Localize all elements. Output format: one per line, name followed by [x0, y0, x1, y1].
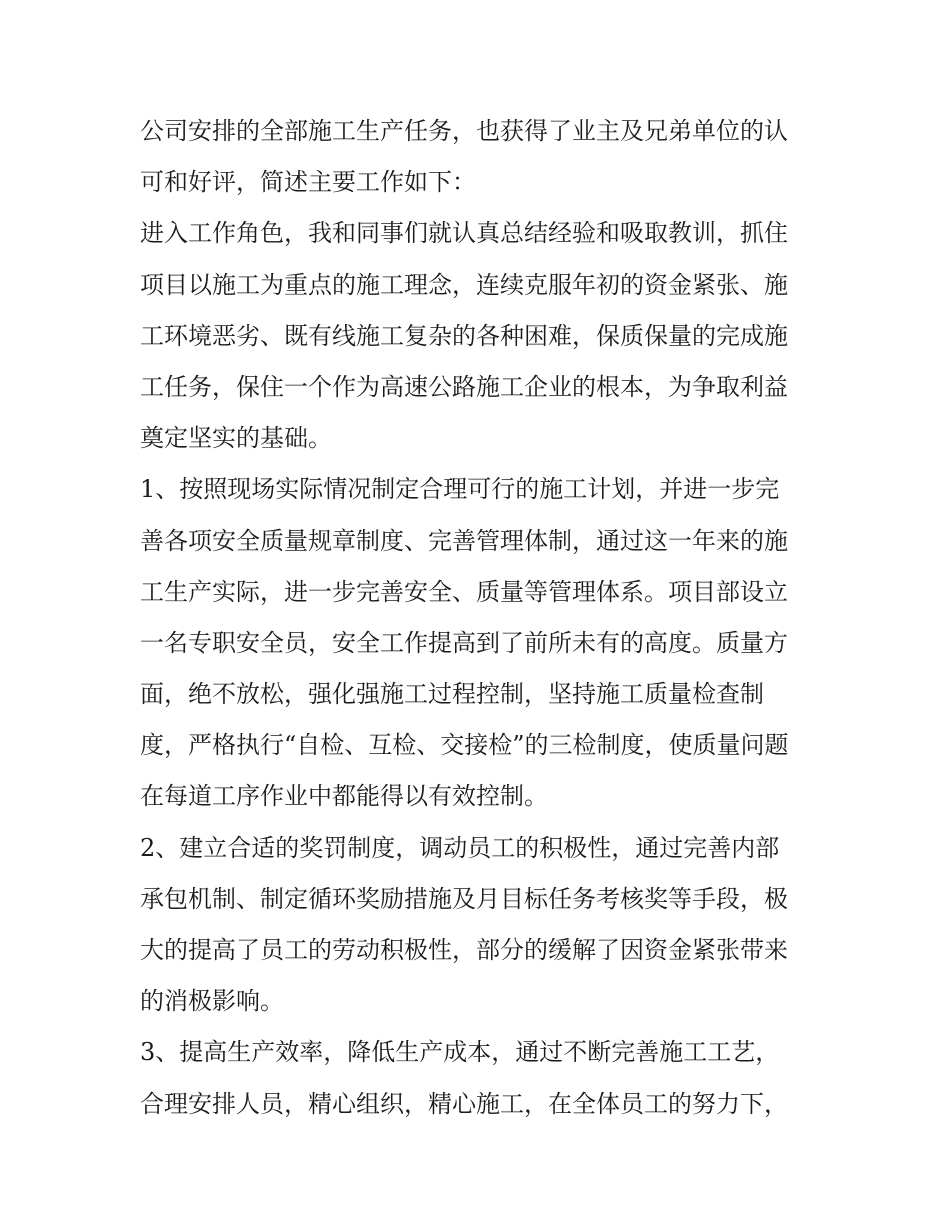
text-line: 合理安排人员，精心组织，精心施工，在全体员工的努力下， [140, 1089, 788, 1118]
text-line: 在每道工序作业中都能得以有效控制。 [140, 782, 548, 811]
text-line: 度，严格执行“自检、互检、交接检”的三检制度，使质量问题 [140, 731, 789, 760]
text-line: 承包机制、制定循环奖励措施及月目标任务考核奖等手段，极 [140, 884, 788, 913]
text-line: 1、按照现场实际情况制定合理可行的施工计划，并进一步完 [140, 475, 780, 504]
document-body [140, 106, 820, 1130]
text-line: 大的提高了员工的劳动积极性，部分的缓解了因资金紧张带来 [140, 936, 788, 964]
text-line: 面，绝不放松，强化强施工过程控制，坚持施工质量检查制 [140, 680, 764, 709]
text-line: 公司安排的全部施工生产任务，也获得了业主及兄弟单位的认 [140, 117, 788, 145]
text-line: 3、提高生产效率，降低生产成本，通过不断完善施工工艺， [140, 1038, 780, 1067]
text-line: 项目以施工为重点的施工理念，连续克服年初的资金紧张、施 [140, 270, 788, 299]
text-line: 奠定坚实的基础。 [140, 424, 332, 453]
text-line: 工任务，保住一个作为高速公路施工企业的根本，为争取利益 [140, 372, 788, 401]
text-line: 的消极影响。 [140, 987, 284, 1016]
text-line: 工环境恶劣、既有线施工复杂的各种困难，保质保量的完成施 [140, 321, 788, 350]
text-line: 一名专职安全员，安全工作提高到了前所未有的高度。质量方 [140, 628, 788, 657]
text-line: 进入工作角色，我和同事们就认真总结经验和吸取教训，抓住 [140, 219, 788, 248]
text-line: 工生产实际，进一步完善安全、质量等管理体系。项目部设立 [140, 577, 788, 606]
text-line: 2、建立合适的奖罚制度，调动员工的积极性，通过完善内部 [140, 833, 780, 862]
text-line: 善各项安全质量规章制度、完善管理体制，通过这一年来的施 [140, 526, 788, 555]
text-line: 可和好评，简述主要工作如下： [140, 168, 476, 197]
